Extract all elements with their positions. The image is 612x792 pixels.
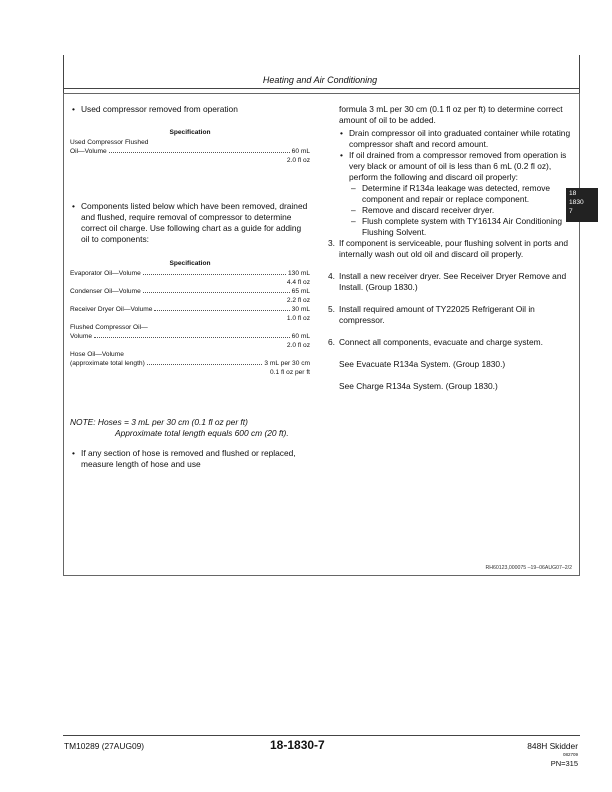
- footer-pn: PN=315: [550, 759, 578, 768]
- leader-dots: [147, 364, 263, 365]
- page-header: Heating and Air Conditioning: [262, 75, 378, 85]
- footer-model: 848H Skidder: [527, 741, 578, 751]
- dash-item: [349, 216, 574, 238]
- tab-line-1: 18: [569, 190, 577, 197]
- spec-label: Receiver Dryer Oil—Volume: [70, 306, 153, 313]
- spec-title: Specification: [169, 129, 211, 136]
- dash-mark: –: [351, 216, 356, 226]
- tab-line-2: 1830: [569, 199, 584, 206]
- dash-item: [349, 183, 574, 205]
- footer-code: 082709: [562, 752, 578, 757]
- bullet-drain: • Drain compressor oil into graduated container while rotating compressor shaft and record amount.: [338, 128, 574, 150]
- dash-mark: –: [351, 183, 356, 193]
- continued-text: formula 3 mL per 30 cm (0.1 fl oz per ft) to determine correct amount of oil to be added.: [339, 104, 563, 125]
- step-text: Install a new receiver dryer. See Receiver Dryer Remove and Install. (Group 1830.): [339, 271, 567, 292]
- bullet-components: • Components listed below which have been removed, drained and flushed, require removal of compressor to determine correct oil charge. Use following chart as a guide for adding oil to components:: [70, 201, 310, 245]
- spec-label: Flushed Compressor Oil—: [70, 324, 148, 331]
- step-3: [326, 238, 574, 260]
- leader-dots: [143, 292, 290, 293]
- spec-value: 60 mL: [291, 148, 310, 155]
- spec-row: [70, 147, 310, 156]
- left-column: [70, 104, 310, 470]
- see-charge: See Charge R134a System. (Group 1830.): [339, 381, 498, 391]
- spec-value-alt: 2.0 fl oz: [286, 157, 310, 164]
- spec-row-flushed: [70, 332, 310, 341]
- dash-item: [349, 205, 574, 216]
- dash-text: Determine if R134a leakage was detected, remove component and repair or replace component.: [362, 183, 551, 204]
- spec-title: Specification: [169, 260, 211, 267]
- bullet-black-oil: • If oil drained from a compressor removed from operation is very black or amount of oil is less than 6 mL (0.2 fl oz), perform the following and discard oil properly:: [338, 150, 574, 183]
- dash-text: Flush complete system with TY16134 Air Conditioning Flushing Solvent.: [362, 216, 563, 237]
- spec-row-hose: [70, 359, 310, 368]
- bullet-used-compressor: • Used compressor removed from operation: [70, 104, 310, 115]
- step-number: 6.: [328, 337, 335, 347]
- step-text: Install required amount of TY22025 Refrigerant Oil in compressor.: [339, 304, 535, 325]
- leader-dots: [94, 337, 290, 338]
- spec-label: (approximate total length): [70, 360, 145, 367]
- spec-row-evaporator: [70, 269, 310, 278]
- step-4: [326, 271, 574, 293]
- footer-rule: [63, 735, 580, 736]
- spec-value-alt: 0.1 fl oz per ft: [270, 369, 310, 376]
- note-line-2: Approximate total length equals 600 cm (20 ft).: [115, 428, 289, 438]
- spec-value-alt: 2.0 fl oz: [286, 342, 310, 349]
- see-evacuate: See Evacuate R134a System. (Group 1830.): [339, 359, 506, 369]
- spec-value: 65 mL: [291, 288, 310, 295]
- step-number: 5.: [328, 304, 335, 314]
- spec-label: Evaporator Oil—Volume: [70, 270, 141, 277]
- header-rule: [63, 88, 580, 89]
- spec-label: Oil—Volume: [70, 148, 107, 155]
- spec-value-alt: 2.2 fl oz: [286, 297, 310, 304]
- spec-label: Volume: [70, 333, 92, 340]
- spec-value: 3 mL per 30 cm: [264, 360, 310, 367]
- step-number: 3.: [328, 238, 335, 248]
- spec-value: 60 mL: [291, 333, 310, 340]
- spec-row-dryer: [70, 305, 310, 314]
- bullet-hose: • If any section of hose is removed and flushed or replaced, measure length of hose and use: [70, 448, 310, 470]
- footer-manual-id: TM10289 (27AUG09): [64, 741, 145, 751]
- dash-mark: –: [351, 205, 356, 215]
- step-6: [326, 337, 574, 348]
- spec-label: Hose Oil—Volume: [70, 351, 124, 358]
- spec-value: 30 mL: [291, 306, 310, 313]
- spec-label: Condenser Oil—Volume: [70, 288, 141, 295]
- spec-value: 130 mL: [288, 270, 310, 277]
- step-number: 4.: [328, 271, 335, 281]
- spec-label: Used Compressor Flushed: [70, 139, 149, 146]
- reference-id: RH60123,000075 –19–06AUG07–2/2: [485, 565, 572, 571]
- step-5: [326, 304, 574, 326]
- step-text: If component is serviceable, pour flushing solvent in ports and internally wash out old oil and discard oil properly.: [339, 238, 569, 259]
- tab-line-3: 7: [569, 208, 573, 215]
- leader-dots: [143, 274, 286, 275]
- spec-value-alt: 4.4 fl oz: [286, 279, 310, 286]
- leader-dots: [154, 310, 289, 311]
- step-text: Connect all components, evacuate and charge system.: [339, 337, 543, 347]
- spec-table-1: [70, 138, 310, 165]
- right-column: [326, 104, 574, 392]
- footer-page-number: 18-1830-7: [270, 738, 325, 752]
- note-line-1: NOTE: Hoses = 3 mL per 30 cm (0.1 fl oz per ft): [70, 417, 248, 427]
- spec-row-condenser: [70, 287, 310, 296]
- spec-table-2: [70, 269, 310, 377]
- dash-text: Remove and discard receiver dryer.: [362, 205, 495, 215]
- leader-dots: [109, 152, 290, 153]
- footer-right: [527, 741, 578, 768]
- spec-value-alt: 1.0 fl oz: [286, 315, 310, 322]
